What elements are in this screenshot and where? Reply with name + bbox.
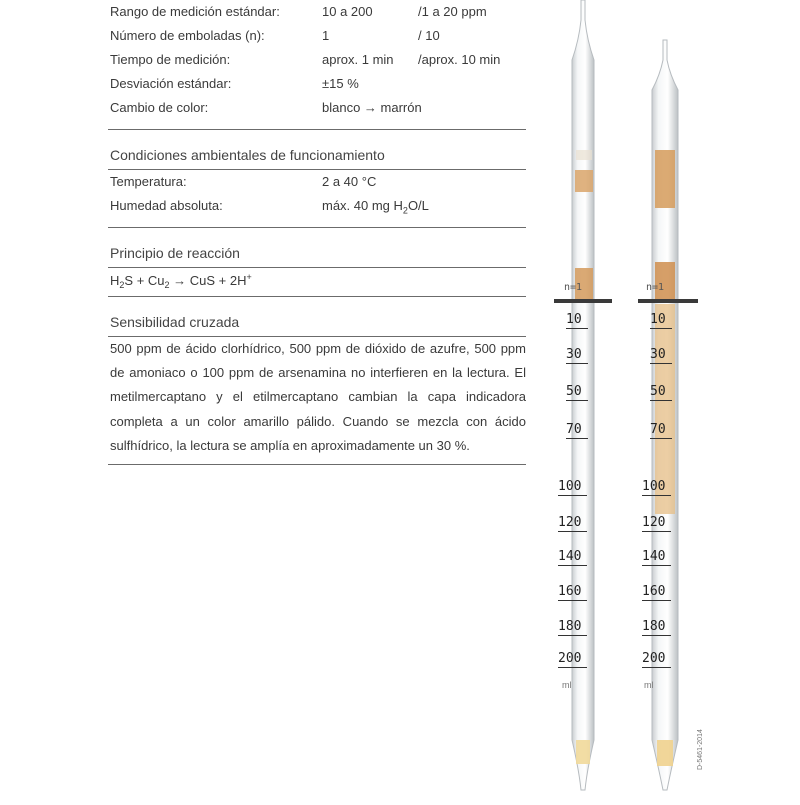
scale-tick-label: 30 bbox=[566, 347, 588, 364]
scale-tick-label: 180 bbox=[642, 619, 671, 636]
spec-value: 10 a 200 bbox=[322, 4, 373, 19]
scale-unit-label: ml bbox=[644, 680, 654, 690]
spec-label: Desviación estándar: bbox=[110, 76, 232, 91]
scale-tick-label: 200 bbox=[558, 651, 587, 668]
humidity-value: máx. 40 mg $H_2O/L$ bbox=[322, 198, 429, 216]
spec-row bbox=[108, 0, 526, 24]
humidity-label: Humedad absoluta: bbox=[110, 198, 223, 213]
temperature-value: 2 a 40 °C bbox=[322, 174, 377, 189]
reaction-formula: $H_2S + Cu_2$ → CuS + 2H+ bbox=[110, 272, 252, 290]
spec-row bbox=[108, 96, 526, 120]
scale-tick-label: 140 bbox=[642, 549, 671, 566]
divider bbox=[108, 464, 526, 465]
spec-value: 1 bbox=[322, 28, 330, 43]
spec-label: Cambio de color: bbox=[110, 100, 209, 115]
spec-label: Rango de medición estándar: bbox=[110, 4, 280, 19]
scale-tick-label: 10 bbox=[566, 312, 588, 329]
scale-tick-label: 200 bbox=[642, 651, 671, 668]
spec-label: Tiempo de medición: bbox=[110, 52, 231, 67]
scale-tick-label: 120 bbox=[642, 515, 671, 532]
spec-value: aprox. 1 min bbox=[322, 52, 394, 67]
scale-tick-label: 140 bbox=[558, 549, 587, 566]
scale-unit-label: ml bbox=[562, 680, 572, 690]
spec-value-alt: /aprox. 10 min bbox=[418, 52, 501, 67]
scale-tick-label: 70 bbox=[650, 422, 672, 439]
scale-tick-label: 70 bbox=[566, 422, 588, 439]
scale-tick-label: 50 bbox=[566, 384, 588, 401]
scale-tick-label: 50 bbox=[650, 384, 672, 401]
scale-tick-label: 180 bbox=[558, 619, 587, 636]
spec-row bbox=[108, 48, 526, 72]
scale-tick-label: 10 bbox=[650, 312, 672, 329]
spec-row bbox=[108, 24, 526, 48]
spec-label: Número de emboladas (n): bbox=[110, 28, 265, 43]
scale-tick-label: 120 bbox=[558, 515, 587, 532]
sensitivity-text: 500 ppm de ácido clorhídrico, 500 ppm de dióxido de azufre, 500 ppm de amoniaco o 100 ppm de arsenamina no interfieren en la lectura. El metilmercaptano y el etilmercaptano cambian la capa indicadora completa a un color amarillo pálido. Cuando se mezcla con ácido sulfhídrico, la lectura se amplía en aproximadamente un 30 %. bbox=[110, 341, 526, 453]
scale-tick-label: 30 bbox=[650, 347, 672, 364]
scale-top-label: n=1 bbox=[646, 282, 665, 293]
temperature-label: Temperatura: bbox=[110, 174, 187, 189]
tube-scale-left bbox=[560, 0, 606, 800]
sensitivity-title: Sensibilidad cruzada bbox=[110, 314, 240, 330]
scale-tick-label: 160 bbox=[558, 584, 587, 601]
document-code: D-5461-2014 bbox=[697, 729, 704, 770]
scale-tick-label: 100 bbox=[558, 479, 587, 496]
temperature-row bbox=[108, 170, 526, 194]
spec-value-alt: /1 a 20 ppm bbox=[418, 4, 487, 19]
spec-value: ±15 % bbox=[322, 76, 359, 91]
reaction-title: Principio de reacción bbox=[110, 245, 240, 261]
scale-tick-label: 100 bbox=[642, 479, 671, 496]
humidity-row bbox=[108, 194, 526, 218]
spec-value: blanco → marrón bbox=[322, 100, 422, 115]
scale-top-label: n=1 bbox=[564, 282, 583, 293]
spec-table bbox=[108, 0, 526, 120]
spec-document bbox=[108, 0, 526, 465]
conditions-title: Condiciones ambientales de funcionamiento bbox=[110, 147, 385, 163]
spec-value-alt: / 10 bbox=[418, 28, 440, 43]
tube-scale-right bbox=[644, 0, 690, 800]
spec-row bbox=[108, 72, 526, 96]
scale-tick-label: 160 bbox=[642, 584, 671, 601]
